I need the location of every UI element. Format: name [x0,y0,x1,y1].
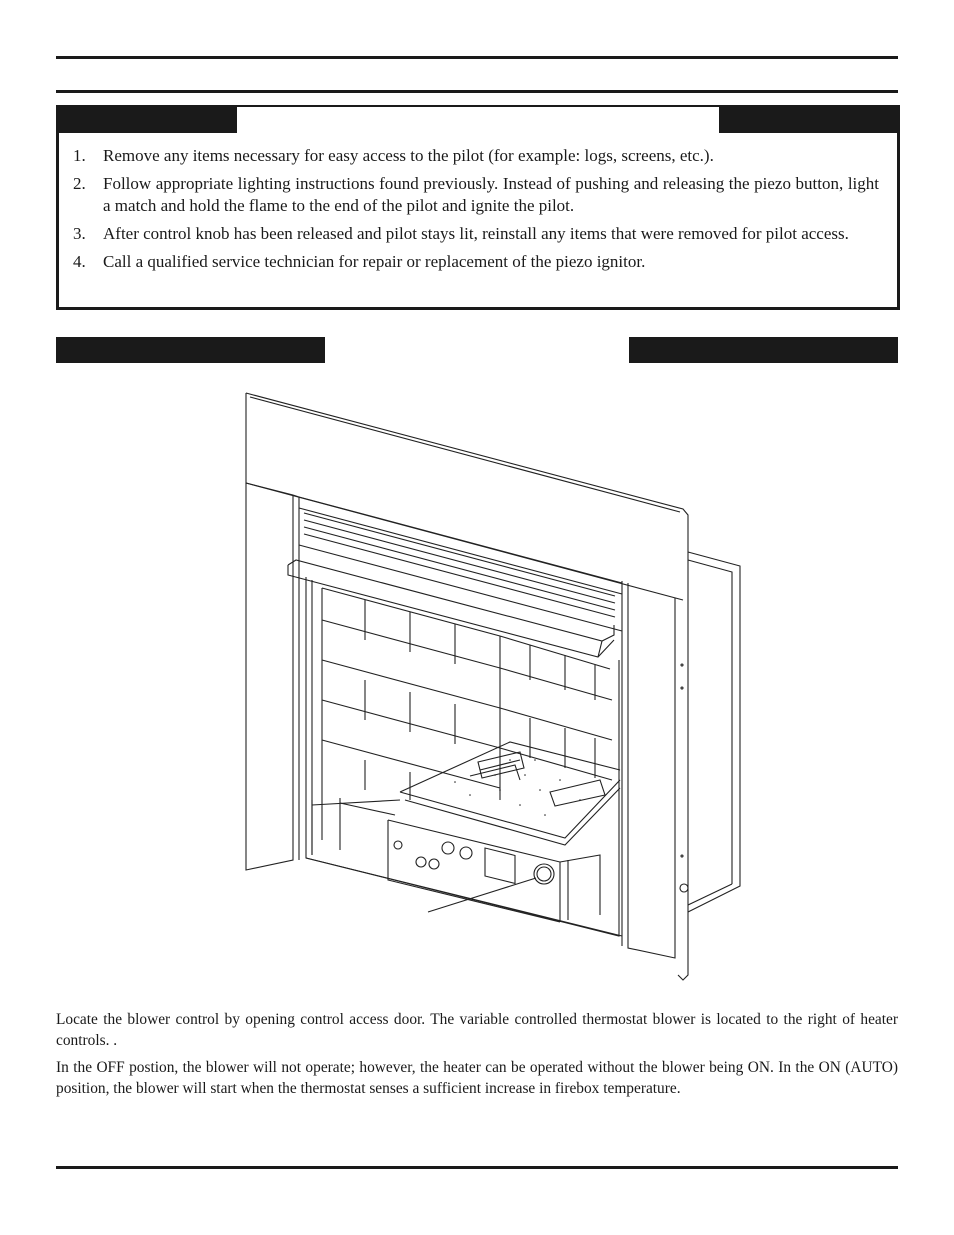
procedure-step: 4. Call a qualified service technician for repair or replacement of the piezo ignitor. [73,252,646,271]
procedure-step: 3. After control knob has been released and pilot stays lit, reinstall any items that were removed for pilot access. [73,224,849,243]
blower-paragraph-2: In the OFF postion, the blower will not operate; however, the heater can be operated without the blower being ON. In the ON (AUTO) position, the blower will start when the thermostat senses a sufficient increase in firebox temperature. [56,1059,898,1097]
procedure-step: 1. Remove any items necessary for easy access to the pilot (for example: logs, screens, etc.). [73,146,714,165]
footer-rule [56,1166,898,1169]
blower-paragraph-1: Locate the blower control by opening control access door. The variable controlled thermostat blower is located to the right of heater controls. . [56,1011,898,1049]
procedure-step: 2. Follow appropriate lighting instructions found previously. Instead of pushing and releasing the piezo button, light a match and hold the flame to the end of the pilot and ignite the pilot. [73,174,879,215]
